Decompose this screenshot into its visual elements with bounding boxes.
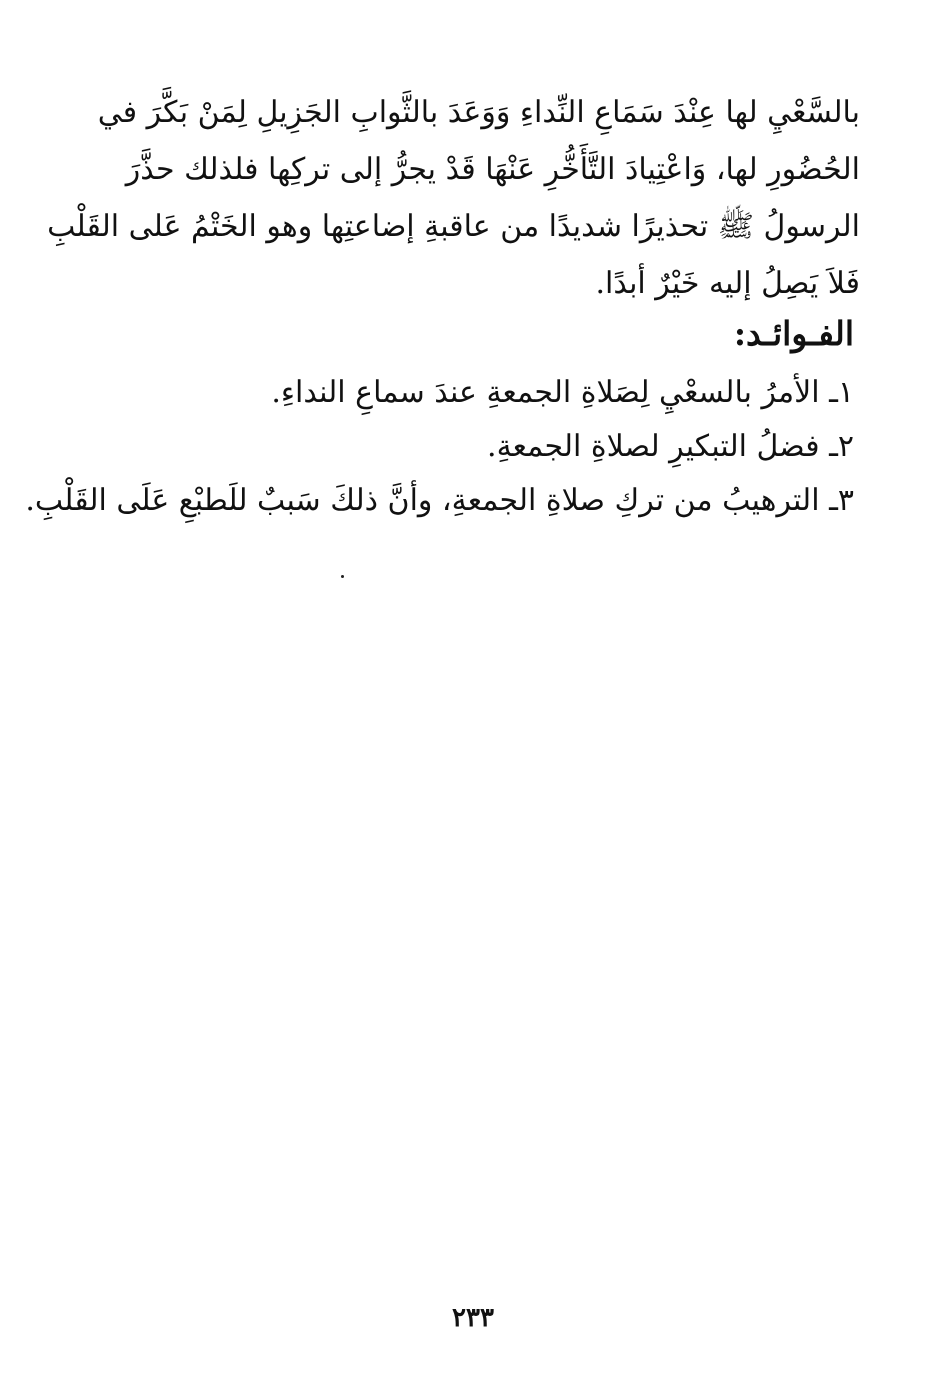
benefits-heading: الفـوائـد:: [733, 314, 854, 353]
paragraph-line: الرسولُ ﷺ تحذيرًا شديدًا من عاقبةِ إضاعتِها وهو الخَتْمُ عَلى القَلْبِ: [47, 209, 860, 244]
benefit-item: ١ـ الأمرُ بالسعْيِ لِصَلاةِ الجمعةِ عندَ سماعِ النداءِ.: [271, 375, 854, 410]
benefit-item: ٢ـ فضلُ التبكيرِ لصلاةِ الجمعةِ.: [487, 429, 854, 464]
paragraph: [47, 84, 860, 312]
paragraph-line: بالسَّعْيِ لها عِنْدَ سَمَاعِ النِّداءِ وَوَعَدَ بالثَّوابِ الجَزِيلِ لِمَنْ بَكَّرَ في: [97, 95, 860, 130]
benefit-item: ٣ـ الترهيبُ من تركِ صلاةِ الجمعةِ، وأنَّ ذلكَ سَببٌ للَطبْعِ عَلَى القَلْبِ.: [25, 483, 854, 518]
benefits-list: [25, 366, 854, 528]
paragraph-line: فَلاَ يَصِلُ إليه خَيْرٌ أبدًا.: [595, 266, 860, 301]
page-number: ٢٣٣: [452, 1303, 494, 1333]
paragraph-line: الحُضُورِ لها، وَاعْتِيادَ التَّأَخُّرِ عَنْهَا قَدْ يجرُّ إلى تركِها فلذلك حذَّرَ: [125, 152, 860, 187]
stray-ink-dot: [341, 575, 344, 578]
